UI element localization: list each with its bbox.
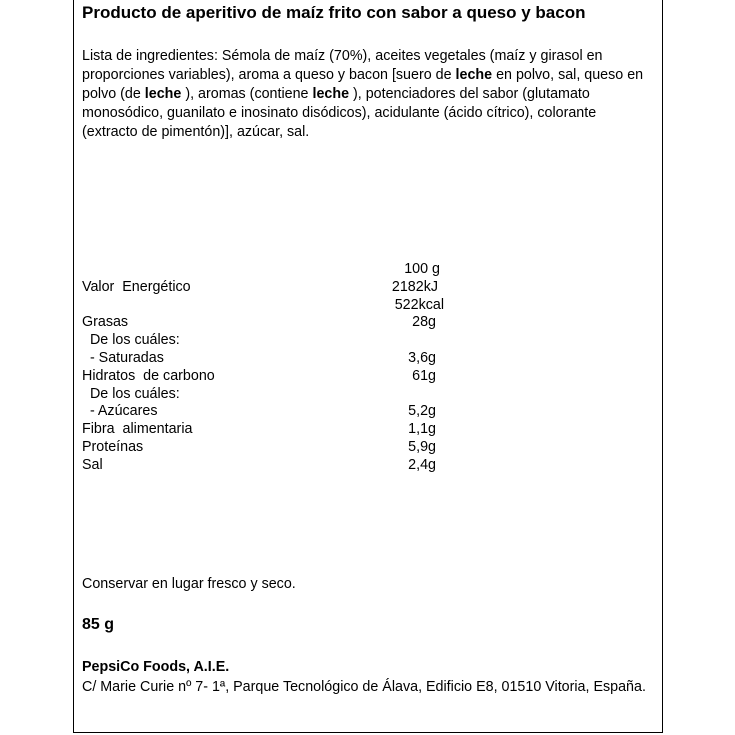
nutrition-label: Proteínas — [82, 439, 144, 455]
nutrition-label: De los cuáles: — [82, 332, 180, 348]
nutrition-value: 5,9g — [408, 439, 436, 455]
ingredients-text-2: en polvo, sal, queso en polvo (de — [82, 67, 644, 102]
nutrition-row-fibre — [82, 420, 482, 438]
nutrition-row-of-which — [82, 385, 482, 403]
nutrition-value: 2,4g — [408, 457, 436, 473]
nutrition-value: 61g — [412, 368, 436, 384]
nutrition-value: 522kcal — [394, 297, 444, 313]
nutrition-row-salt — [82, 456, 482, 474]
nutrition-label: Valor Energético — [82, 279, 191, 295]
allergen-milk-2: leche — [144, 86, 182, 102]
nutrition-label: - Azúcares — [82, 403, 158, 419]
nutrition-row-sugars — [82, 402, 482, 420]
nutrition-label: De los cuáles: — [82, 386, 180, 402]
nutrition-header — [82, 260, 482, 278]
nutrition-value: 2182kJ — [391, 279, 438, 295]
company-name: PepsiCo Foods, A.I.E. — [82, 659, 230, 675]
nutrition-row-energy-kj — [82, 278, 482, 296]
nutrition-value: 1,1g — [408, 421, 436, 437]
nutrition-row-saturated — [82, 349, 482, 367]
ingredients-list — [82, 47, 652, 142]
nutrition-value: 5,2g — [408, 403, 436, 419]
nutrition-row-of-which — [82, 331, 482, 349]
storage-instructions: Conservar en lugar fresco y seco. — [82, 576, 296, 592]
nutrition-label: Sal — [82, 457, 103, 473]
nutrition-row-energy-kcal — [82, 296, 482, 314]
per-100g-label: 100 g — [404, 261, 440, 277]
nutrition-label: Grasas — [82, 314, 129, 330]
nutrition-label: Hidratos de carbono — [82, 368, 215, 384]
ingredients-text-1: Lista de ingredientes: Sémola de maíz (70%), aceites vegetales (maíz y girasol en proporciones variables), aroma a queso y bacon [suero de — [82, 48, 603, 83]
allergen-milk-1: leche — [455, 67, 493, 83]
company-address: C/ Marie Curie nº 7- 1ª, Parque Tecnológico de Álava, Edificio E8, 01510 Vitoria, España. — [82, 679, 646, 695]
ingredients-text-3: ), aromas (contiene — [181, 86, 313, 102]
nutrition-label: Fibra alimentaria — [82, 421, 193, 437]
product-title: Producto de aperitivo de maíz frito con sabor a queso y bacon — [82, 3, 586, 22]
allergen-milk-3: leche — [312, 86, 350, 102]
nutrition-value: 28g — [412, 314, 436, 330]
ingredients-text-4: ), potenciadores del sabor (glutamato monosódico, guanilato e inosinato disódicos), acidulante (ácido cítrico), colorante (extracto de pimentón)], azúcar, sal. — [82, 86, 597, 140]
net-weight: 85 g — [82, 616, 115, 633]
nutrition-row-protein — [82, 438, 482, 456]
nutrition-row-carbohydrates — [82, 367, 482, 385]
nutrition-value: 3,6g — [408, 350, 436, 366]
nutrition-label: - Saturadas — [82, 350, 164, 366]
nutrition-row-fat — [82, 313, 482, 331]
